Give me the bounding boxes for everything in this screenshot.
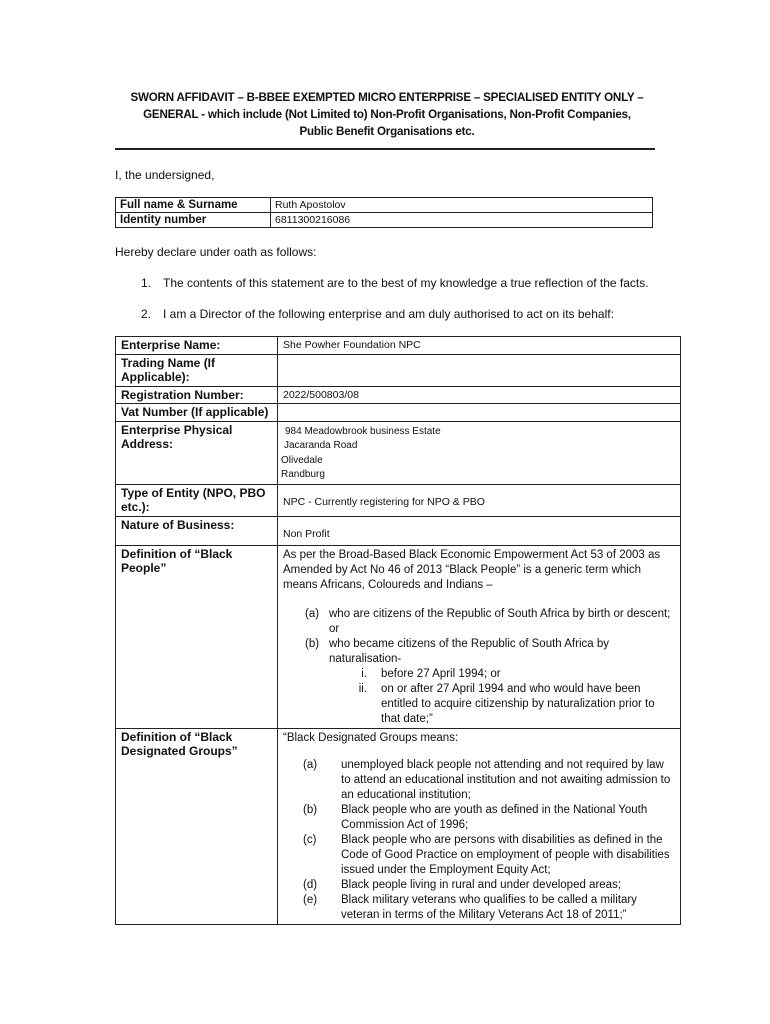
identity-table	[115, 197, 653, 228]
list-text: who are citizens of the Republic of South Africa by birth or descent; or	[329, 607, 671, 635]
list-marker: (b)	[303, 803, 318, 816]
address-line-2: Jacaranda Road	[284, 440, 358, 451]
row-definition-designated-groups	[116, 728, 681, 924]
list-marker: (c)	[303, 833, 317, 846]
list-marker: (a)	[303, 758, 318, 771]
enterprise-table	[115, 336, 681, 925]
list-item	[303, 893, 675, 923]
list-text: unemployed black people not attending and not required by law to attend an educational institution and not awaiting admission to an educational institution;	[341, 758, 671, 801]
sub-list-item	[343, 682, 675, 727]
trading-name-value[interactable]	[278, 354, 681, 386]
nature-label: Nature of Business:	[116, 516, 278, 545]
trading-name-label: Trading Name (If Applicable):	[116, 354, 278, 386]
row-vat	[116, 404, 681, 422]
identity-number-value[interactable]: 6811300216086	[271, 213, 653, 228]
list-marker: (b)	[305, 637, 320, 650]
list-text: on or after 27 April 1994 and who would have been entitled to acquire citizenship by naturalization prior to that date;”	[381, 682, 655, 725]
definition-black-people-list	[305, 607, 675, 727]
list-text: before 27 April 1994; or	[381, 667, 501, 680]
list-item	[303, 833, 675, 878]
definition-designated-label: Definition of “Black Designated Groups”	[116, 728, 278, 924]
point-2-text: I am a Director of the following enterprise and am duly authorised to act on its behalf:	[163, 307, 614, 321]
list-item	[305, 637, 675, 667]
title-line-3: Public Benefit Organisations etc.	[299, 125, 475, 138]
declare-text: Hereby declare under oath as follows:	[115, 245, 317, 259]
list-item	[303, 803, 675, 833]
enterprise-name-label: Enterprise Name:	[116, 337, 278, 355]
address-label: Enterprise Physical Address:	[116, 421, 278, 484]
registration-number-label: Registration Number:	[116, 386, 278, 404]
address-value[interactable]	[278, 421, 681, 484]
entity-type-value[interactable]: NPC - Currently registering for NPO & PBO	[278, 484, 681, 516]
list-marker: (a)	[305, 607, 320, 620]
point-2-number: 2.	[141, 307, 152, 321]
list-marker: ii.	[358, 682, 367, 695]
vat-number-value[interactable]	[278, 404, 681, 422]
list-item	[303, 758, 675, 803]
row-trading-name	[116, 354, 681, 386]
registration-number-value[interactable]: 2022/500803/08	[278, 386, 681, 404]
point-1-number: 1.	[141, 276, 152, 290]
definition-designated-list	[303, 758, 675, 923]
list-marker: i.	[361, 667, 367, 680]
identity-row-id	[116, 213, 653, 228]
row-definition-black-people	[116, 545, 681, 728]
document-title	[108, 89, 666, 140]
list-text: Black people who are persons with disabilities as defined in the Code of Good Practice on employment of people with disabilities issued under the Employment Equity Act;	[341, 833, 670, 876]
enterprise-name-value[interactable]: She Powher Foundation NPC	[278, 337, 681, 355]
point-2	[141, 307, 614, 322]
definition-designated-content	[278, 728, 681, 924]
row-nature	[116, 516, 681, 545]
sub-list-item	[343, 667, 675, 682]
list-text: Black people who are youth as defined in the National Youth Commission Act of 1996;	[341, 803, 648, 831]
definition-black-people-intro: As per the Broad-Based Black Economic Empowerment Act 53 of 2003 as Amended by Act No 46 of 2013 “Black People” is a generic term which means Africans, Coloureds and Indians –	[283, 548, 661, 591]
list-marker: (e)	[303, 893, 318, 906]
title-line-2: GENERAL - which include (Not Limited to) Non-Profit Organisations, Non-Profit Companies,	[143, 108, 631, 121]
identity-number-label: Identity number	[116, 213, 271, 228]
row-address	[116, 421, 681, 484]
list-text: who became citizens of the Republic of South Africa by naturalisation-	[329, 637, 609, 665]
list-text: Black military veterans who qualifies to be called a military veteran in terms of the Military Veterans Act 18 of 2011;”	[341, 893, 637, 921]
list-item	[305, 607, 675, 637]
full-name-label: Full name & Surname	[116, 198, 271, 213]
point-1	[141, 276, 649, 291]
row-enterprise-name	[116, 337, 681, 355]
intro-text: I, the undersigned,	[115, 168, 215, 182]
list-text: Black people living in rural and under developed areas;	[341, 878, 622, 891]
title-divider	[115, 148, 655, 150]
list-marker: (d)	[303, 878, 318, 891]
address-line-4: Randburg	[281, 469, 325, 480]
nature-value[interactable]: Non Profit	[278, 516, 681, 545]
point-1-text: The contents of this statement are to the best of my knowledge a true reflection of the facts.	[163, 276, 649, 290]
list-item	[303, 878, 675, 893]
title-line-1: SWORN AFFIDAVIT – B-BBEE EXEMPTED MICRO ENTERPRISE – SPECIALISED ENTITY ONLY –	[130, 91, 644, 104]
definition-designated-intro: “Black Designated Groups means:	[283, 731, 459, 744]
row-registration	[116, 386, 681, 404]
identity-row-name	[116, 198, 653, 213]
vat-number-label: Vat Number (If applicable)	[116, 404, 278, 422]
address-line-1: 984 Meadowbrook business Estate	[285, 425, 441, 437]
address-line-3: Olivedale	[281, 454, 323, 466]
definition-black-people-content	[278, 545, 681, 728]
row-entity-type	[116, 484, 681, 516]
definition-black-people-label: Definition of “Black People”	[116, 545, 278, 728]
entity-type-label: Type of Entity (NPO, PBO etc.):	[116, 484, 278, 516]
full-name-value[interactable]: Ruth Apostolov	[271, 198, 653, 213]
